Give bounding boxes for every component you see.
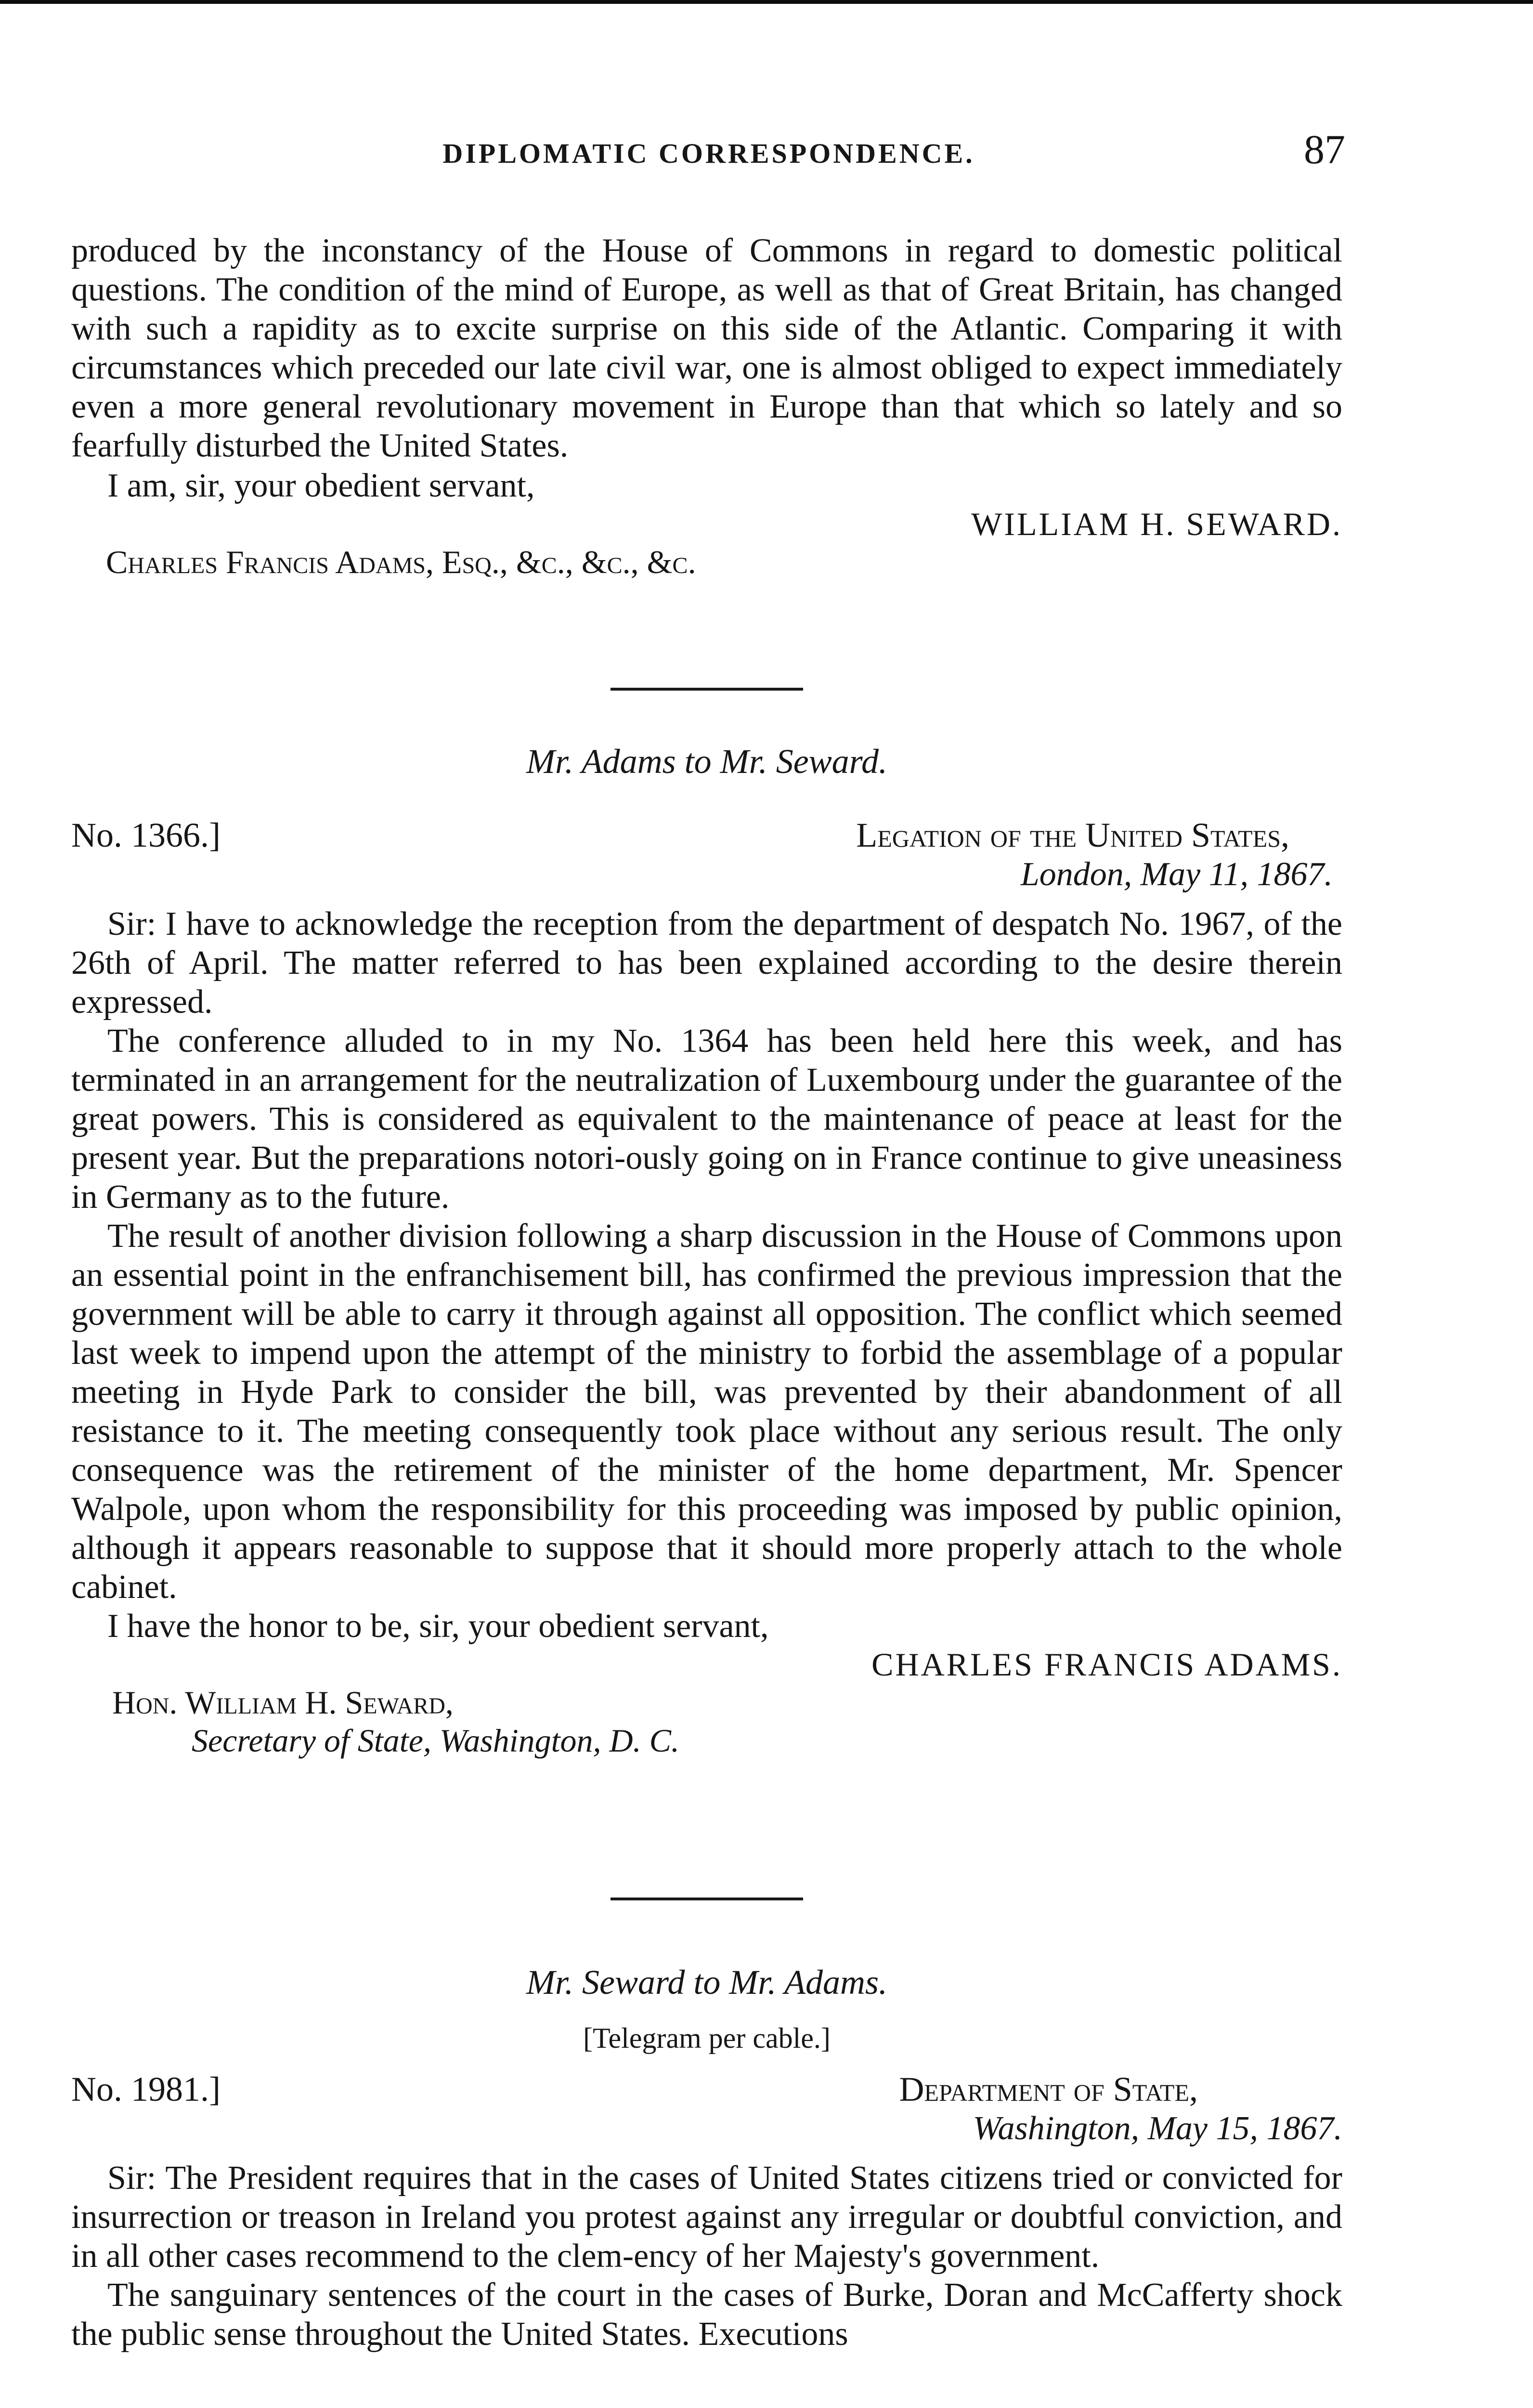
letter-2-signature: CHARLES FRANCIS ADAMS.	[871, 1646, 1342, 1683]
page-header	[72, 126, 1345, 172]
letter-3	[71, 1963, 1342, 2354]
letter-2-paragraph-3: The result of another division following a sharp discussion in the House of Commons upon an essential point in the enfranchisement bill, has confirmed the previous impression that the government will be able to carry it through against all opposition. The conflict which seemed last week to impend upon the attempt of the ministry to forbid the assemblage of a popular meeting in Hyde Park to consider the bill, was prevented by their abandonment of all resistance to it. The meeting consequently took place without any serious result. The only consequence was the retirement of the minister of the home department, Mr. Spencer Walpole, upon whom the responsibility for this proceeding was imposed by public opinion, although it appears reasonable to suppose that it should more properly attach to the whole cabinet.	[71, 1217, 1342, 1606]
letter-3-number: No. 1981.]	[71, 2070, 221, 2108]
letter-2-number-row	[71, 815, 1342, 855]
letter-2-place-date: London, May 11, 1867.	[1020, 856, 1333, 893]
letter-3-department: Department of State,	[899, 2070, 1198, 2108]
divider-2-wrap	[71, 1898, 1342, 1900]
letter-1-closing: I am, sir, your obedient servant,	[107, 467, 535, 504]
letter-2-addressee-name: Hon. William H. Seward,	[112, 1684, 454, 1721]
letter-3-heading: Mr. Seward to Mr. Adams.	[526, 1963, 888, 2002]
section-divider	[611, 688, 803, 691]
letter-3-number-row	[71, 2069, 1342, 2109]
letter-3-note: [Telegram per cable.]	[583, 2022, 831, 2054]
letter-2-paragraph-1: Sir: I have to acknowledge the reception from the department of despatch No. 1967, of the 26th of April. The matter referred to has been explained according to the desire therein expressed.	[71, 905, 1342, 1021]
letter-1-addressee: Charles Francis Adams, Esq., &c., &c., &c.	[106, 544, 696, 580]
letter-2-heading: Mr. Adams to Mr. Seward.	[526, 742, 888, 781]
divider-1-wrap	[71, 688, 1342, 691]
letter-1	[71, 231, 1342, 581]
letter-3-place-date: Washington, May 15, 1867.	[973, 2110, 1342, 2147]
letter-1-body: produced by the inconstancy of the House of Commons in regard to domestic political questions. The condition of the mind of Europe, as well as that of Great Britain, has changed with such a rapidity as to excite surprise on this side of the Atlantic. Comparing it with circumstances which preceded our late civil war, one is almost obliged to expect immediately even a more general revolutionary movement in Europe than that which so lately and so fearfully disturbed the United States.	[71, 232, 1342, 464]
letter-3-paragraph-2: The sanguinary sentences of the court in the cases of Burke, Doran and McCafferty shock the public sense throughout the United States. Executions	[71, 2277, 1342, 2353]
letter-3-paragraph-1: Sir: The President requires that in the cases of United States citizens tried or convicted for insurrection or treason in Ireland you protest against any irregular or doubtful conviction, and in all other cases recommend to the clem-ency of her Majesty's government.	[71, 2159, 1342, 2275]
running-title: DIPLOMATIC CORRESPONDENCE.	[442, 138, 975, 169]
letter-2-closing: I have the honor to be, sir, your obedient servant,	[107, 1608, 769, 1645]
top-border	[0, 0, 1533, 4]
page-number: 87	[1304, 126, 1345, 172]
letter-2	[71, 742, 1342, 1760]
letter-2-legation: Legation of the United States,	[856, 816, 1289, 854]
letter-2-number: No. 1366.]	[71, 816, 221, 854]
letter-2-addressee-title: Secretary of State, Washington, D. C.	[192, 1722, 679, 1759]
letter-2-paragraph-2: The conference alluded to in my No. 1364 has been held here this week, and has terminated in an arrangement for the neutralization of Luxembourg under the guarantee of the great powers. This is considered as equivalent to the maintenance of peace at least for the present year. But the preparations notori-ously going on in France continue to give uneasiness in Germany as to the future.	[71, 1022, 1342, 1216]
section-divider	[611, 1898, 803, 1900]
letter-1-signature: WILLIAM H. SEWARD.	[971, 506, 1342, 542]
